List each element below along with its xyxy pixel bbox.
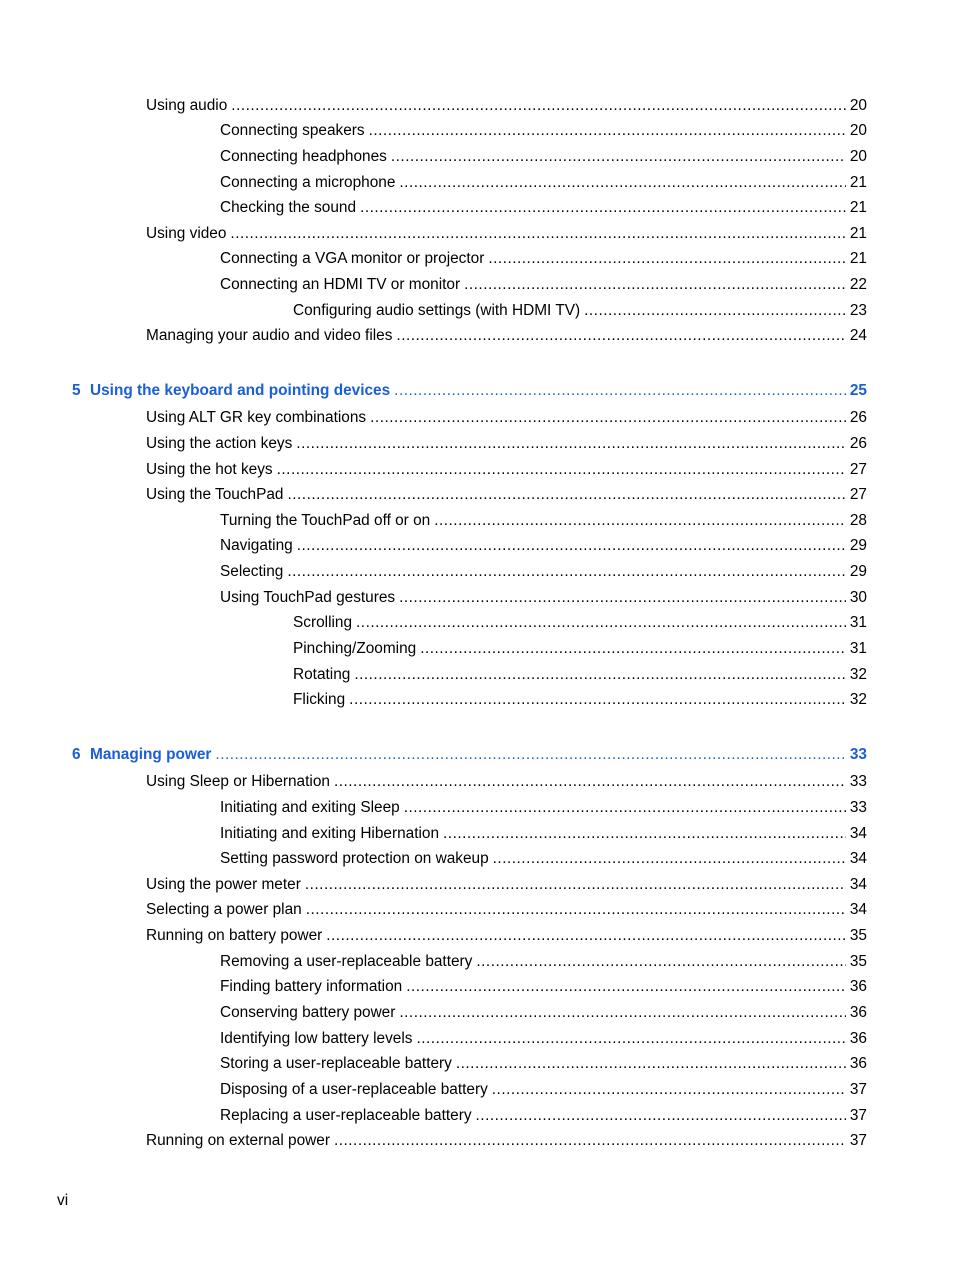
- toc-entry-link[interactable]: [146, 459, 867, 481]
- dot-leader: [369, 120, 846, 142]
- toc-page-number: 36: [849, 1004, 867, 1021]
- toc-entry-link[interactable]: [146, 223, 867, 245]
- toc-chapter-link[interactable]: [72, 380, 867, 402]
- toc-entry-title: Finding battery information: [220, 978, 403, 995]
- toc-entry-title: Navigating: [220, 537, 293, 554]
- toc-entry-link[interactable]: [146, 1130, 867, 1152]
- toc-entry-title: Initiating and exiting Hibernation: [220, 825, 440, 842]
- dot-leader: [287, 561, 846, 583]
- toc-entry-title: Using TouchPad gestures: [220, 589, 396, 606]
- toc-entry-title: Turning the TouchPad off or on: [220, 512, 431, 529]
- toc-entry-link[interactable]: [293, 638, 867, 660]
- toc-page-number: 33: [849, 746, 867, 763]
- toc-page-number: 21: [849, 199, 867, 216]
- toc-entry-link[interactable]: [293, 300, 867, 322]
- toc-entry-title: Replacing a user-replaceable battery: [220, 1107, 472, 1124]
- dot-leader: [354, 664, 846, 686]
- toc-entry-title: Using the hot keys: [146, 461, 273, 478]
- dot-leader: [434, 510, 846, 532]
- dot-leader: [493, 848, 846, 870]
- dot-leader: [306, 899, 846, 921]
- toc-entry-title: Checking the sound: [220, 199, 357, 216]
- toc-page-number: 27: [849, 461, 867, 478]
- toc-page-number: 31: [849, 640, 867, 657]
- toc-entry-title: Connecting a microphone: [220, 174, 396, 191]
- toc-page-number: 32: [849, 691, 867, 708]
- dot-leader: [399, 1002, 846, 1024]
- toc-entry-link[interactable]: [293, 689, 867, 711]
- dot-leader: [394, 380, 846, 402]
- toc-entry-link[interactable]: [220, 197, 867, 219]
- toc-page-number: 20: [849, 122, 867, 139]
- toc-page-number: 33: [849, 799, 867, 816]
- toc-entry-title: Connecting a VGA monitor or projector: [220, 250, 485, 267]
- dot-leader: [399, 172, 845, 194]
- toc-entry-title: Removing a user-replaceable battery: [220, 953, 473, 970]
- toc-entry-link[interactable]: [220, 172, 867, 194]
- toc-entry-title: Conserving battery power: [220, 1004, 396, 1021]
- toc-entry-link[interactable]: [293, 612, 867, 634]
- dot-leader: [287, 484, 845, 506]
- toc-page-number: 25: [849, 382, 867, 399]
- toc-entry-link[interactable]: [220, 248, 867, 270]
- dot-leader: [215, 744, 845, 766]
- toc-entry-link[interactable]: [146, 925, 867, 947]
- toc-entry-title: Setting password protection on wakeup: [220, 850, 489, 867]
- toc-entry-title: Disposing of a user-replaceable battery: [220, 1081, 488, 1098]
- toc-entry-link[interactable]: [146, 407, 867, 429]
- dot-leader: [305, 874, 846, 896]
- dot-leader: [416, 1028, 845, 1050]
- toc-page-number: 31: [849, 614, 867, 631]
- toc-entry-link[interactable]: [220, 1079, 867, 1101]
- toc-entry-title: Using the power meter: [146, 876, 301, 893]
- chapter-number: 6: [72, 746, 81, 763]
- toc-page-number: 29: [849, 537, 867, 554]
- dot-leader: [277, 459, 846, 481]
- toc-entry-link[interactable]: [220, 587, 867, 609]
- dot-leader: [456, 1053, 846, 1075]
- toc-entry-title: Rotating: [293, 666, 351, 683]
- dot-leader: [370, 407, 846, 429]
- dot-leader: [399, 587, 846, 609]
- toc-entry-link[interactable]: [220, 1053, 867, 1075]
- dot-leader: [406, 976, 846, 998]
- toc-page-number: 29: [849, 563, 867, 580]
- toc-page-number: 27: [849, 486, 867, 503]
- toc-page-number: 21: [849, 174, 867, 191]
- toc-page-number: 37: [849, 1081, 867, 1098]
- toc-entry-title: Managing your audio and video files: [146, 327, 393, 344]
- toc-page-number: 30: [849, 589, 867, 606]
- toc-page-number: 26: [849, 409, 867, 426]
- dot-leader: [476, 951, 846, 973]
- toc-page-number: 23: [849, 302, 867, 319]
- toc-entry-title: Initiating and exiting Sleep: [220, 799, 400, 816]
- toc-entry-title: Selecting a power plan: [146, 901, 302, 918]
- toc-entry-link[interactable]: [220, 797, 867, 819]
- toc-entry-title: Using audio: [146, 97, 228, 114]
- toc-entry-title: Pinching/Zooming: [293, 640, 417, 657]
- toc-entry-title: Identifying low battery levels: [220, 1030, 413, 1047]
- toc-page-number: 37: [849, 1107, 867, 1124]
- dot-leader: [231, 95, 846, 117]
- toc-entry-link[interactable]: [220, 848, 867, 870]
- toc-page-number: 35: [849, 953, 867, 970]
- dot-leader: [420, 638, 846, 660]
- toc-entry-link[interactable]: [220, 510, 867, 532]
- toc-entry-title: Running on external power: [146, 1132, 330, 1149]
- toc-entry-title: Using ALT GR key combinations: [146, 409, 367, 426]
- toc-entry-title: Connecting headphones: [220, 148, 387, 165]
- toc-page-number: 24: [849, 327, 867, 344]
- toc-entry-link[interactable]: [220, 1105, 867, 1127]
- toc-page-number: 36: [849, 1055, 867, 1072]
- dot-leader: [476, 1105, 846, 1127]
- toc-entry-title: [72, 744, 215, 766]
- dot-leader: [464, 274, 846, 296]
- toc-entry-title: [72, 380, 394, 402]
- toc-page-number: 26: [849, 435, 867, 452]
- dot-leader: [443, 823, 846, 845]
- toc-page-number: 33: [849, 773, 867, 790]
- dot-leader: [334, 1130, 846, 1152]
- toc-chapter-link[interactable]: [72, 744, 867, 766]
- toc-entry-title: Scrolling: [293, 614, 353, 631]
- toc-entry-link[interactable]: [220, 120, 867, 142]
- toc-page-number: 32: [849, 666, 867, 683]
- toc-entry-title: Using video: [146, 225, 227, 242]
- toc-page-number: 35: [849, 927, 867, 944]
- dot-leader: [391, 146, 846, 168]
- dot-leader: [360, 197, 846, 219]
- toc-entry-link[interactable]: [220, 561, 867, 583]
- toc-page-number: 34: [849, 850, 867, 867]
- toc-entry-link[interactable]: [220, 951, 867, 973]
- chapter-title: Managing power: [90, 746, 212, 763]
- toc-entry-title: Storing a user-replaceable battery: [220, 1055, 452, 1072]
- dot-leader: [356, 612, 846, 634]
- dot-leader: [230, 223, 845, 245]
- toc-page-number: 21: [849, 225, 867, 242]
- toc-entry-link[interactable]: [220, 274, 867, 296]
- toc-entry-link[interactable]: [293, 664, 867, 686]
- dot-leader: [349, 689, 846, 711]
- toc-entry-title: Using Sleep or Hibernation: [146, 773, 330, 790]
- toc-page-number: 20: [849, 97, 867, 114]
- dot-leader: [488, 248, 846, 270]
- toc-entry-link[interactable]: [146, 874, 867, 896]
- toc-entry-title: Running on battery power: [146, 927, 323, 944]
- toc-entry-link[interactable]: [220, 1028, 867, 1050]
- toc-entry-title: Configuring audio settings (with HDMI TV): [293, 302, 581, 319]
- toc-entry-title: Using the TouchPad: [146, 486, 284, 503]
- toc-page-number: 37: [849, 1132, 867, 1149]
- toc-entry-link[interactable]: [146, 325, 867, 347]
- toc-page-number: 21: [849, 250, 867, 267]
- toc-entry-link[interactable]: [146, 899, 867, 921]
- toc-page-number: 22: [849, 276, 867, 293]
- page-number-footer: vi: [57, 1192, 69, 1209]
- chapter-number: 5: [72, 382, 81, 399]
- toc-entry-link[interactable]: [146, 95, 867, 117]
- chapter-title: Using the keyboard and pointing devices: [90, 382, 391, 399]
- toc-entry-title: Selecting: [220, 563, 284, 580]
- toc-entry-link[interactable]: [220, 823, 867, 845]
- toc-page-number: 36: [849, 978, 867, 995]
- toc-entry-link[interactable]: [220, 1002, 867, 1024]
- toc-entry-link[interactable]: [146, 771, 867, 793]
- toc-entry-link[interactable]: [146, 433, 867, 455]
- toc-page-number: 28: [849, 512, 867, 529]
- toc-entry-title: Connecting speakers: [220, 122, 365, 139]
- toc-page-number: 20: [849, 148, 867, 165]
- dot-leader: [326, 925, 846, 947]
- dot-leader: [404, 797, 846, 819]
- dot-leader: [296, 433, 846, 455]
- dot-leader: [396, 325, 845, 347]
- toc-entry-title: Connecting an HDMI TV or monitor: [220, 276, 461, 293]
- toc-entry-link[interactable]: [146, 484, 867, 506]
- toc-page-number: 34: [849, 876, 867, 893]
- dot-leader: [492, 1079, 846, 1101]
- toc-entry-link[interactable]: [220, 146, 867, 168]
- dot-leader: [584, 300, 846, 322]
- toc-entry-title: Flicking: [293, 691, 346, 708]
- dot-leader: [334, 771, 846, 793]
- toc-page-number: 34: [849, 825, 867, 842]
- toc-entry-link[interactable]: [220, 976, 867, 998]
- toc-page-number: 34: [849, 901, 867, 918]
- toc-page-number: 36: [849, 1030, 867, 1047]
- toc-entry-link[interactable]: [220, 535, 867, 557]
- dot-leader: [297, 535, 846, 557]
- toc-entry-title: Using the action keys: [146, 435, 293, 452]
